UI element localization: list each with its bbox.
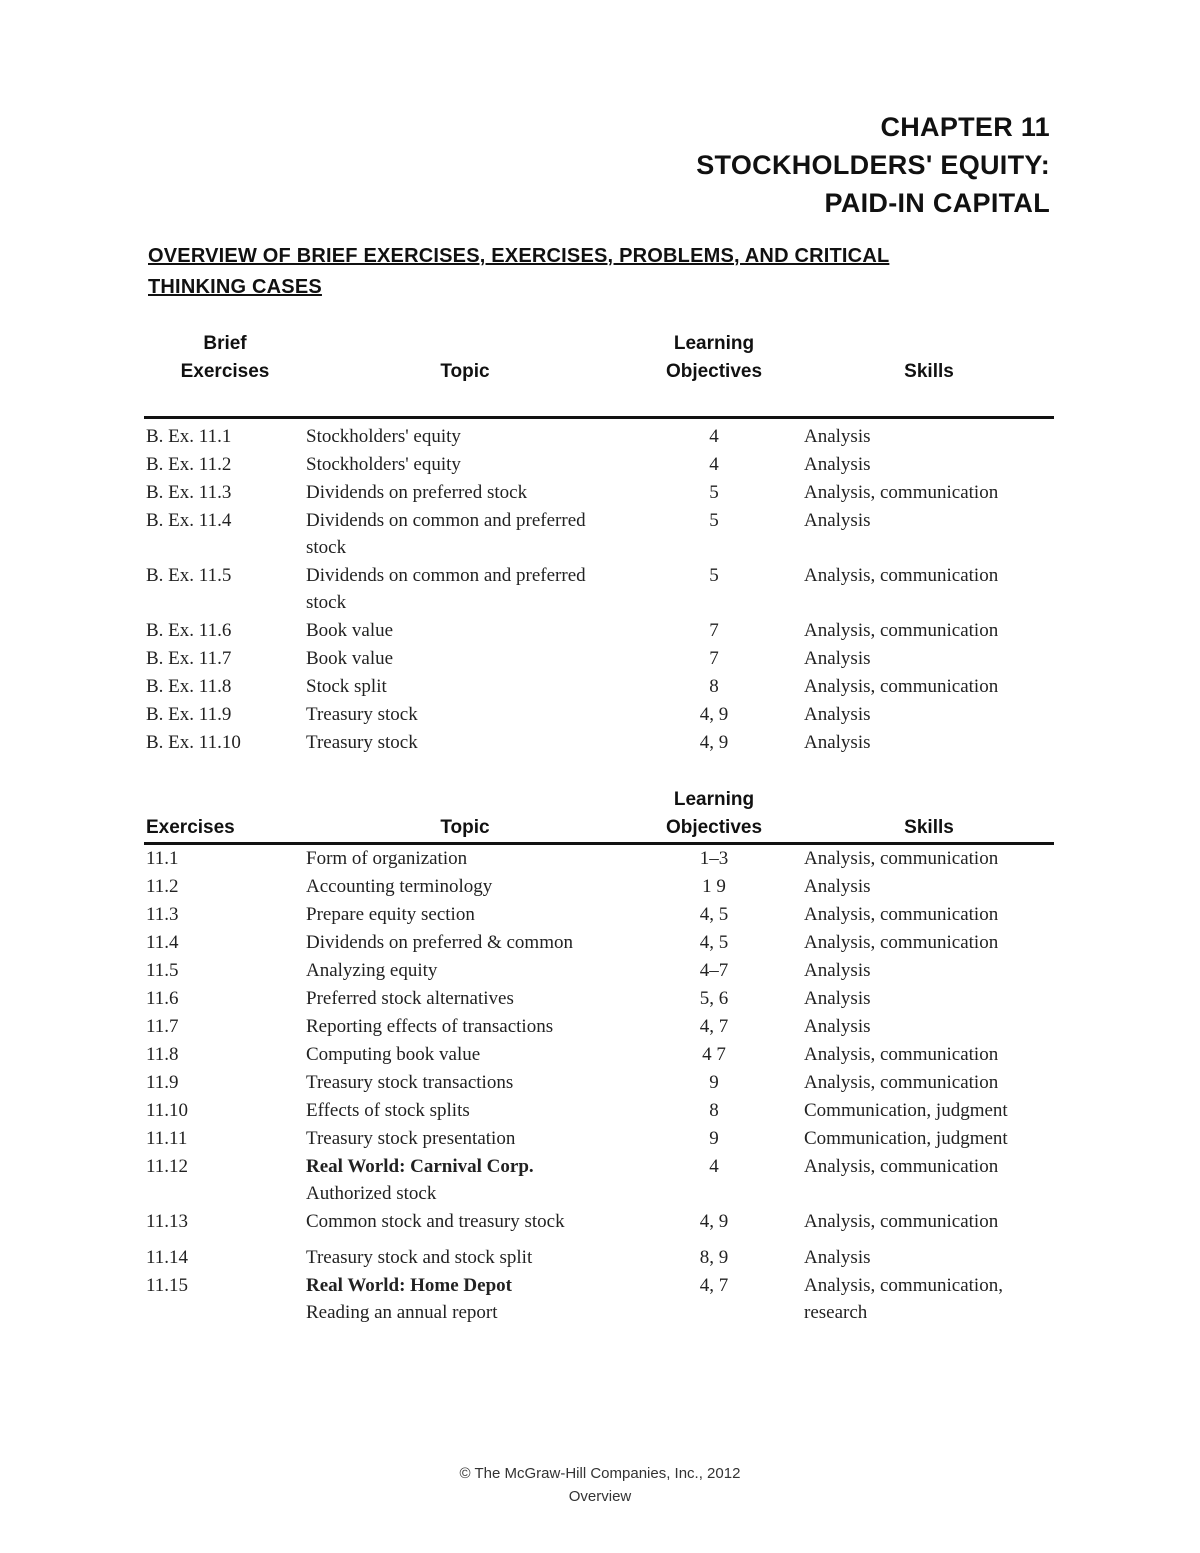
exercise-topic: Stockholders' equity	[306, 454, 461, 475]
exercise-topic	[306, 1236, 634, 1272]
exercise-topic	[306, 1208, 634, 1236]
table-row	[144, 1041, 1054, 1069]
exercise-id: B. Ex. 11.6	[146, 620, 232, 641]
exercise-id: 11.15	[146, 1275, 189, 1296]
exercise-topic	[306, 1097, 634, 1125]
brief-header-exercises-line1: Brief	[203, 333, 247, 354]
exercise-topic-text: Treasury stock and stock split	[306, 1247, 533, 1268]
exercise-topic-text: Analyzing equity	[306, 960, 438, 981]
chapter-title	[696, 108, 1050, 222]
skills: Analysis	[804, 454, 871, 475]
skills: Analysis	[804, 704, 871, 725]
copyright-text: © The McGraw-Hill Companies, Inc., 2012	[459, 1465, 741, 1482]
table-row	[144, 901, 1054, 929]
learning-objectives: 4, 7	[699, 1016, 729, 1037]
skills: Analysis	[804, 1016, 871, 1037]
exercises-header-exercises: Exercises	[144, 786, 306, 844]
table-row	[144, 1069, 1054, 1097]
exercise-topic	[306, 1272, 634, 1327]
learning-objectives: 8	[709, 676, 719, 697]
exercises-header-skills: Skills	[794, 786, 1054, 844]
table-row	[144, 873, 1054, 901]
exercise-topic-text: Dividends on preferred & common	[306, 932, 573, 953]
exercises-table-header	[144, 786, 1054, 844]
exercise-id: B. Ex. 11.10	[146, 732, 241, 753]
exercise-id: 11.10	[146, 1100, 189, 1121]
learning-objectives: 9	[709, 1072, 719, 1093]
skills: Analysis, communication	[804, 1211, 999, 1232]
overview-heading	[148, 241, 1028, 303]
brief-header-skills: Skills	[794, 330, 1054, 418]
learning-objectives: 4, 7	[699, 1275, 729, 1296]
skills: Analysis, communication	[804, 848, 999, 869]
table-row	[144, 701, 1054, 729]
learning-objectives: 7	[709, 620, 719, 641]
exercise-topic-text: Reading an annual report	[306, 1302, 498, 1323]
exercise-topic	[306, 873, 634, 901]
skills: Analysis, communication	[804, 565, 999, 586]
exercise-id: 11.8	[146, 1044, 179, 1065]
table-row	[144, 479, 1054, 507]
exercises-table-body	[144, 844, 1054, 1328]
exercise-topic	[306, 929, 634, 957]
table-row	[144, 1013, 1054, 1041]
exercise-id: 11.6	[146, 988, 179, 1009]
table-row	[144, 1272, 1054, 1327]
learning-objectives: 8	[709, 1100, 719, 1121]
table-row	[144, 844, 1054, 874]
table-row	[144, 1097, 1054, 1125]
learning-objectives: 5	[709, 565, 719, 586]
brief-header-topic: Topic	[306, 330, 634, 418]
real-world-label: Real World: Home Depot	[306, 1275, 512, 1296]
exercises-table	[144, 786, 1054, 1327]
skills: Analysis, communication	[804, 1044, 999, 1065]
exercise-topic-text: Treasury stock presentation	[306, 1128, 516, 1149]
exercises-header-lo-line1: Learning	[673, 789, 755, 810]
exercise-topic: Dividends on common and preferred stock	[306, 565, 586, 613]
table-row	[144, 929, 1054, 957]
brief-header-lo-line2: Objectives	[665, 361, 763, 382]
table-row	[144, 957, 1054, 985]
exercise-id: 11.3	[146, 904, 179, 925]
skills: Analysis	[804, 510, 871, 531]
table-row	[144, 1153, 1054, 1208]
exercise-topic	[306, 957, 634, 985]
skills: Analysis, communication	[804, 620, 999, 641]
exercise-topic: Treasury stock	[306, 732, 418, 753]
brief-table-body	[144, 418, 1054, 758]
skills: Analysis	[804, 876, 871, 897]
exercise-id: B. Ex. 11.5	[146, 565, 232, 586]
footer-section-label: Overview	[568, 1488, 632, 1505]
exercise-topic-text: Common stock and treasury stock	[306, 1211, 565, 1232]
skills: Analysis	[804, 960, 871, 981]
overview-heading-line1: OVERVIEW OF BRIEF EXERCISES, EXERCISES, PROBLEMS, AND CRITICAL	[148, 245, 890, 267]
exercise-topic: Book value	[306, 620, 394, 641]
skills: Analysis, communication	[804, 676, 999, 697]
exercise-id: 11.11	[146, 1128, 188, 1149]
skills: Analysis	[804, 1247, 871, 1268]
skills: Analysis, communication	[804, 482, 999, 503]
skills: Analysis	[804, 426, 871, 447]
exercise-topic-text: Preferred stock alternatives	[306, 988, 514, 1009]
exercise-topic: Treasury stock	[306, 704, 418, 725]
page-footer	[0, 1462, 1200, 1508]
exercise-id: 11.12	[146, 1156, 189, 1177]
skills: Analysis, communication, research	[804, 1275, 1003, 1323]
table-row	[144, 451, 1054, 479]
exercise-id: B. Ex. 11.4	[146, 510, 232, 531]
exercise-topic-text: Effects of stock splits	[306, 1100, 470, 1121]
skills: Analysis, communication	[804, 1072, 999, 1093]
learning-objectives: 4, 9	[699, 732, 729, 753]
exercise-topic-text: Computing book value	[306, 1044, 481, 1065]
learning-objectives: 4	[709, 454, 719, 475]
exercise-topic-text: Authorized stock	[306, 1183, 437, 1204]
exercise-topic-text: Form of organization	[306, 848, 468, 869]
skills: Analysis	[804, 648, 871, 669]
brief-header-exercises	[144, 330, 306, 418]
chapter-number: CHAPTER 11	[880, 112, 1050, 142]
exercise-id: 11.7	[146, 1016, 179, 1037]
exercise-id: 11.1	[146, 848, 179, 869]
learning-objectives: 4, 9	[699, 1211, 729, 1232]
skills: Analysis	[804, 732, 871, 753]
exercise-id: B. Ex. 11.8	[146, 676, 232, 697]
learning-objectives: 5	[709, 510, 719, 531]
exercise-topic: Stockholders' equity	[306, 426, 461, 447]
skills: Analysis	[804, 988, 871, 1009]
exercise-id: 11.5	[146, 960, 179, 981]
exercise-topic	[306, 1013, 634, 1041]
exercise-topic	[306, 1041, 634, 1069]
brief-table-header	[144, 330, 1054, 418]
brief-exercises-table	[144, 330, 1054, 757]
exercise-id: 11.13	[146, 1211, 189, 1232]
table-row	[144, 562, 1054, 617]
brief-header-learning-objectives	[634, 330, 794, 418]
table-row	[144, 673, 1054, 701]
learning-objectives: 5	[709, 482, 719, 503]
exercise-id: 11.4	[146, 932, 179, 953]
table-row	[144, 507, 1054, 562]
skills: Analysis, communication	[804, 1156, 999, 1177]
exercise-topic	[306, 901, 634, 929]
exercise-topic-text: Prepare equity section	[306, 904, 475, 925]
exercise-topic: Stock split	[306, 676, 387, 697]
exercise-id: B. Ex. 11.3	[146, 482, 232, 503]
learning-objectives: 4, 9	[699, 704, 729, 725]
exercise-id: B. Ex. 11.1	[146, 426, 232, 447]
exercise-topic	[306, 1069, 634, 1097]
exercise-id: 11.14	[146, 1247, 189, 1268]
table-row	[144, 985, 1054, 1013]
learning-objectives: 4, 5	[699, 932, 729, 953]
learning-objectives: 5, 6	[699, 988, 729, 1009]
skills: Analysis, communication	[804, 932, 999, 953]
learning-objectives: 4 7	[702, 1044, 726, 1065]
exercises-header-topic: Topic	[306, 786, 634, 844]
exercise-id: B. Ex. 11.7	[146, 648, 232, 669]
real-world-label: Real World: Carnival Corp.	[306, 1156, 534, 1177]
table-row	[144, 1236, 1054, 1272]
exercise-id: B. Ex. 11.2	[146, 454, 232, 475]
learning-objectives: 4–7	[699, 960, 729, 981]
chapter-name-line1: STOCKHOLDERS' EQUITY:	[696, 150, 1050, 180]
skills: Communication, judgment	[804, 1128, 1008, 1149]
exercise-topic: Book value	[306, 648, 394, 669]
exercises-header-learning-objectives	[634, 786, 794, 844]
exercise-topic-text: Treasury stock transactions	[306, 1072, 514, 1093]
exercise-topic: Dividends on preferred stock	[306, 482, 528, 503]
exercise-topic	[306, 1125, 634, 1153]
learning-objectives: 1–3	[699, 848, 729, 869]
table-row	[144, 1125, 1054, 1153]
table-row	[144, 729, 1054, 757]
learning-objectives: 7	[709, 648, 719, 669]
brief-header-exercises-line2: Exercises	[180, 361, 270, 382]
exercise-id: B. Ex. 11.9	[146, 704, 232, 725]
exercise-topic	[306, 1153, 634, 1208]
learning-objectives: 9	[709, 1128, 719, 1149]
chapter-name-line2: PAID-IN CAPITAL	[824, 188, 1050, 218]
exercise-topic	[306, 985, 634, 1013]
table-row	[144, 418, 1054, 452]
learning-objectives: 4	[709, 426, 719, 447]
brief-header-lo-line1: Learning	[673, 333, 755, 354]
table-row	[144, 617, 1054, 645]
exercise-topic: Dividends on common and preferred stock	[306, 510, 586, 558]
exercise-topic-text: Reporting effects of transactions	[306, 1016, 554, 1037]
exercise-id: 11.9	[146, 1072, 179, 1093]
table-row	[144, 1208, 1054, 1236]
exercise-topic	[306, 844, 634, 874]
learning-objectives: 8, 9	[699, 1247, 729, 1268]
learning-objectives: 1 9	[702, 876, 726, 897]
learning-objectives: 4	[709, 1156, 719, 1177]
table-row	[144, 645, 1054, 673]
skills: Communication, judgment	[804, 1100, 1008, 1121]
exercise-id: 11.2	[146, 876, 179, 897]
learning-objectives: 4, 5	[699, 904, 729, 925]
exercises-header-lo-line2: Objectives	[665, 817, 763, 838]
overview-heading-line2: THINKING CASES	[148, 276, 322, 298]
skills: Analysis, communication	[804, 904, 999, 925]
exercise-topic-text: Accounting terminology	[306, 876, 493, 897]
